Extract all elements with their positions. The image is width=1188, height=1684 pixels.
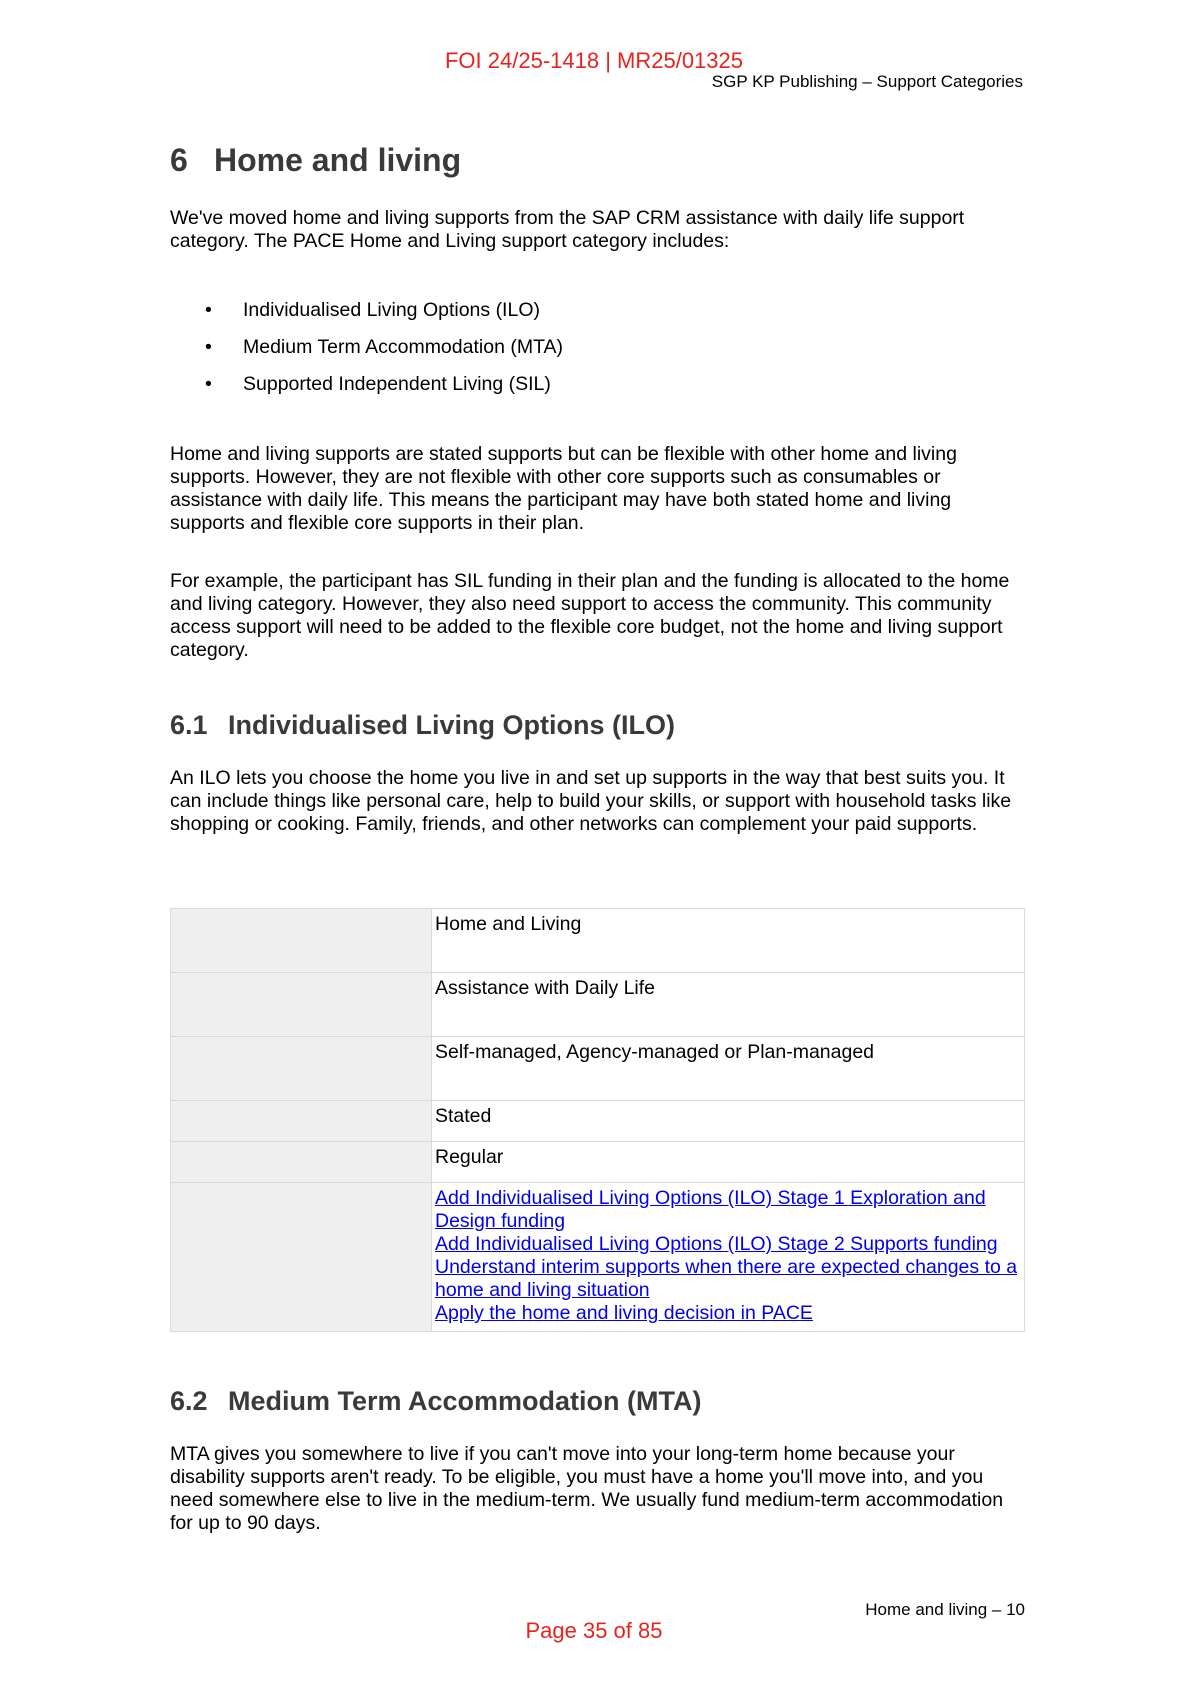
table-value-cell: Assistance with Daily Life xyxy=(432,973,1025,1037)
ilo-title: Individualised Living Options (ILO) xyxy=(228,710,676,740)
table-value-cell: Regular xyxy=(432,1142,1025,1183)
list-item-text: Medium Term Accommodation (MTA) xyxy=(243,336,564,358)
section-heading xyxy=(170,142,461,179)
mta-description: MTA gives you somewhere to live if you can't move into your long-term home because your disability supports aren't ready. To be eligible, you must have a home you'll move into, and you need somewhere else to live in the medium-term. We usually fund medium-term accommodation for up to 90 days. xyxy=(170,1443,1004,1534)
table-row xyxy=(171,1183,1025,1332)
table-key-cell xyxy=(171,1183,432,1332)
footer-section-page: Home and living – 10 xyxy=(865,1600,1025,1619)
link-apply-decision[interactable]: Apply the home and living decision in PACE xyxy=(435,1302,813,1324)
list-item-text: Individualised Living Options (ILO) xyxy=(243,299,540,321)
list-item-text: Supported Independent Living (SIL) xyxy=(243,373,551,395)
ilo-description: An ILO lets you choose the home you live in and set up supports in the way that best suits you. It can include things like personal care, help to build your skills, or support with household tasks like shopping or cooking. Family, friends, and other networks can complement your paid supports. xyxy=(170,767,1012,835)
section-number: 6 xyxy=(170,142,188,178)
bullet-icon: • xyxy=(205,336,212,358)
mta-title: Medium Term Accommodation (MTA) xyxy=(228,1386,702,1416)
table-row xyxy=(171,1142,1025,1183)
link-interim-supports[interactable]: Understand interim supports when there are expected changes to a home and living situation xyxy=(435,1256,1018,1301)
table-row xyxy=(171,973,1025,1037)
table-key-cell xyxy=(171,973,432,1037)
table-key-cell xyxy=(171,1101,432,1142)
table-key-cell xyxy=(171,1037,432,1101)
section-title: Home and living xyxy=(214,142,462,178)
running-header: SGP KP Publishing – Support Categories xyxy=(711,72,1023,91)
home-living-categories-list xyxy=(170,298,563,409)
table-row xyxy=(171,1101,1025,1142)
link-ilo-stage2[interactable]: Add Individualised Living Options (ILO) Stage 2 Supports funding xyxy=(435,1233,998,1255)
table-row xyxy=(171,1037,1025,1101)
mta-number: 6.2 xyxy=(170,1386,208,1416)
table-links-cell xyxy=(432,1183,1025,1332)
list-item xyxy=(170,335,563,372)
list-item xyxy=(170,298,563,335)
stated-supports-paragraph: Home and living supports are stated supports but can be flexible with other home and living supports. However, they are not flexible with other core supports such as consumables or assistance with daily life. This means the participant may have both stated home and living supports and flexible core supports in their plan. xyxy=(170,443,957,534)
table-value-cell: Self-managed, Agency-managed or Plan-managed xyxy=(432,1037,1025,1101)
table-value-cell: Stated xyxy=(432,1101,1025,1142)
list-item xyxy=(170,372,563,409)
table-value-cell: Home and Living xyxy=(432,909,1025,973)
ilo-number: 6.1 xyxy=(170,710,208,740)
bullet-icon: • xyxy=(205,299,212,321)
table-key-cell xyxy=(171,909,432,973)
ilo-heading xyxy=(170,710,675,741)
bullet-icon: • xyxy=(205,373,212,395)
table-key-cell xyxy=(171,1142,432,1183)
page-number: Page 35 of 85 xyxy=(525,1618,663,1643)
section-intro: We've moved home and living supports from the SAP CRM assistance with daily life support category. The PACE Home and Living support category includes: xyxy=(170,207,965,252)
ilo-details-table xyxy=(170,908,1025,1332)
table-row xyxy=(171,909,1025,973)
foi-reference: FOI 24/25-1418 | MR25/01325 xyxy=(444,48,743,73)
mta-heading xyxy=(170,1386,702,1417)
link-ilo-stage1[interactable]: Add Individualised Living Options (ILO) Stage 1 Exploration and Design funding xyxy=(435,1187,986,1232)
example-paragraph: For example, the participant has SIL funding in their plan and the funding is allocated to the home and living category. However, they also need support to access the community. This community access support will need to be added to the flexible core budget, not the home and living support category. xyxy=(170,570,1010,661)
